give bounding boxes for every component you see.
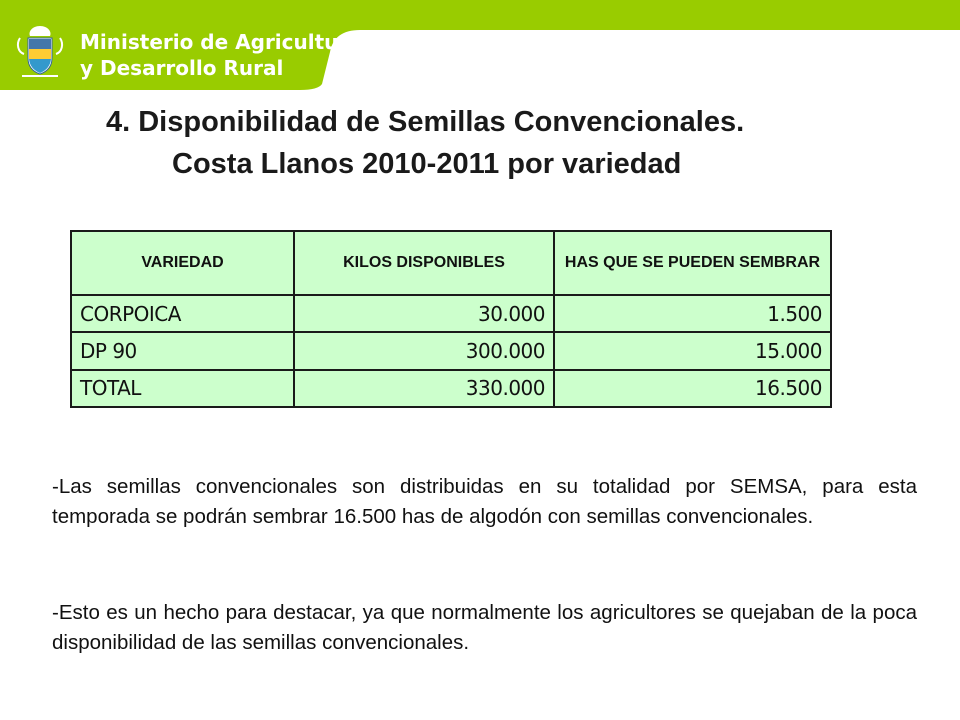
- table-header-row: [71, 231, 831, 295]
- paragraph-distribution: -Las semillas convencionales son distribuidas en su totalidad por SEMSA, para esta temporada se podrán sembrar 16.500 has de algodón con semillas convencionales.: [52, 475, 917, 528]
- paragraph-highlight: -Esto es un hecho para destacar, ya que normalmente los agricultores se quejaban de la poca disponibilidad de las semillas convencionales.: [52, 601, 917, 654]
- ministry-logo: [0, 18, 362, 88]
- colombia-crest-icon: [12, 24, 68, 88]
- slide-title-line1: 4. Disponibilidad de Semillas Convencionales.: [106, 106, 745, 138]
- column-header-kilos: KILOS DISPONIBLES: [294, 231, 554, 295]
- column-header-variedad: VARIEDAD: [71, 231, 294, 295]
- cell-has: 1.500: [554, 295, 831, 332]
- table-row: [71, 332, 831, 369]
- slide-title-line2: Costa Llanos 2010-2011 por variedad: [172, 148, 682, 180]
- cell-kilos: 30.000: [294, 295, 554, 332]
- cell-variedad: CORPOICA: [71, 295, 294, 332]
- cell-kilos: 300.000: [294, 332, 554, 369]
- header-band: [0, 0, 960, 92]
- seeds-table: [70, 230, 830, 408]
- cell-variedad: TOTAL: [71, 370, 294, 407]
- ministry-name-line2: y Desarrollo Rural: [80, 56, 284, 80]
- cell-has: 15.000: [554, 332, 831, 369]
- table-row: [71, 295, 831, 332]
- cell-variedad: DP 90: [71, 332, 294, 369]
- table-row-total: [71, 370, 831, 407]
- cell-has: 16.500: [554, 370, 831, 407]
- column-header-has: HAS QUE SE PUEDEN SEMBRAR: [554, 231, 831, 295]
- ministry-name-line1: Ministerio de Agricultura: [80, 30, 362, 54]
- cell-kilos: 330.000: [294, 370, 554, 407]
